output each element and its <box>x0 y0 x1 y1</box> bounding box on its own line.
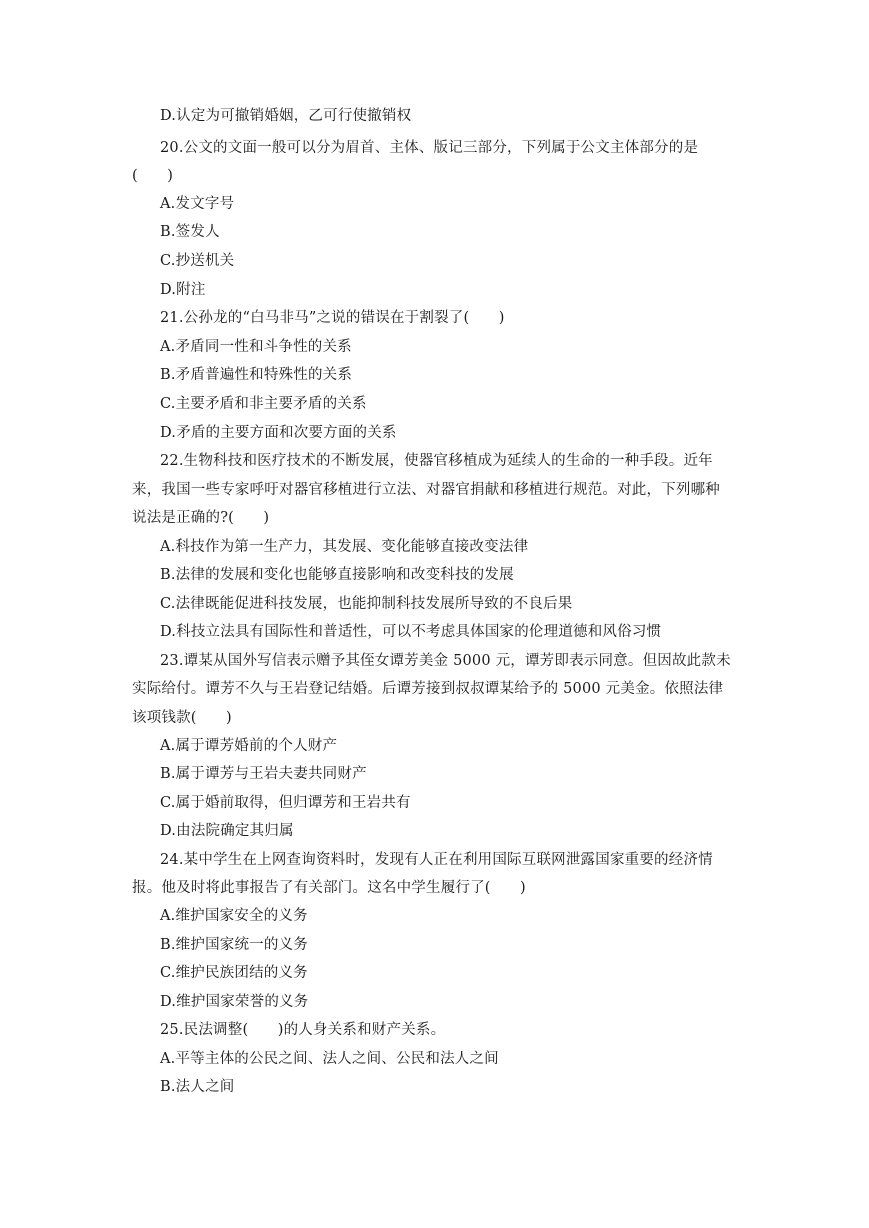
q22-stem-line-1: 22.生物科技和医疗技术的不断发展，使器官移植成为延续人的生命的一种手段。近年 <box>160 453 713 469</box>
q24-option-a: A.维护国家安全的义务 <box>160 908 308 924</box>
q22-option-a: A.科技作为第一生产力，其发展、变化能够直接改变法律 <box>160 539 529 555</box>
q22-stem-line-3: 说法是正确的?( ) <box>132 510 270 526</box>
q20-stem-line-1: 20.公文的文面一般可以分为眉首、主体、版记三部分，下列属于公文主体部分的是 <box>160 140 699 156</box>
q25-option-a: A.平等主体的公民之间、法人之间、公民和法人之间 <box>160 1051 499 1067</box>
q20-option-d: D.附注 <box>160 282 206 298</box>
q24-option-c: C.维护民族团结的义务 <box>160 965 308 981</box>
q21-option-a: A.矛盾同一性和斗争性的关系 <box>160 339 352 355</box>
q23-option-b: B.属于谭芳与王岩夫妻共同财产 <box>160 766 367 782</box>
q23-stem-line-2: 实际给付。谭芳不久与王岩登记结婚。后谭芳接到叔叔谭某给予的 5000 元美金。依照法律 <box>132 681 724 697</box>
q25-stem-line-1: 25.民法调整( )的人身关系和财产关系。 <box>160 1022 446 1038</box>
q24-stem-line-1: 24.某中学生在上网查询资料时，发现有人正在利用国际互联网泄露国家重要的经济情 <box>160 852 713 868</box>
q21-option-c: C.主要矛盾和非主要矛盾的关系 <box>160 396 367 412</box>
q21-option-d: D.矛盾的主要方面和次要方面的关系 <box>160 425 397 441</box>
q20-option-a: A.发文字号 <box>160 196 235 212</box>
q23-option-c: C.属于婚前取得，但归谭芳和王岩共有 <box>160 795 411 811</box>
q21-stem-line-1: 21.公孙龙的“白马非马”之说的错误在于割裂了( ) <box>160 310 505 326</box>
q24-option-d: D.维护国家荣誉的义务 <box>160 994 309 1010</box>
q22-option-d: D.科技立法具有国际性和普适性，可以不考虑具体国家的伦理道德和风俗习惯 <box>160 624 662 640</box>
q22-option-c: C.法律既能促进科技发展，也能抑制科技发展所导致的不良后果 <box>160 596 573 612</box>
q23-option-a: A.属于谭芳婚前的个人财产 <box>160 738 338 754</box>
q24-option-b: B.维护国家统一的义务 <box>160 937 308 953</box>
q23-stem-line-3: 该项钱款( ) <box>132 710 232 726</box>
q25-option-b: B.法人之间 <box>160 1079 235 1095</box>
q22-stem-line-2: 来，我国一些专家呼吁对器官移植进行立法、对器官捐献和移植进行规范。对此，下列哪种 <box>132 482 720 498</box>
q23-stem-line-1: 23.谭某从国外写信表示赠予其侄女谭芳美金 5000 元，谭芳即表示同意。但因故此款未 <box>160 653 731 669</box>
q21-option-b: B.矛盾普遍性和特殊性的关系 <box>160 367 353 383</box>
q24-stem-line-2: 报。他及时将此事报告了有关部门。这名中学生履行了( ) <box>132 880 526 896</box>
q22-option-b: B.法律的发展和变化也能够直接影响和改变科技的发展 <box>160 567 514 583</box>
q20-option-c: C.抄送机关 <box>160 253 235 269</box>
q20-option-b: B.签发人 <box>160 224 220 240</box>
q20-stem-line-2: ( ) <box>132 168 174 184</box>
q23-option-d: D.由法院确定其归属 <box>160 823 294 839</box>
prev-option-d: D.认定为可撤销婚姻，乙可行使撤销权 <box>160 108 412 124</box>
